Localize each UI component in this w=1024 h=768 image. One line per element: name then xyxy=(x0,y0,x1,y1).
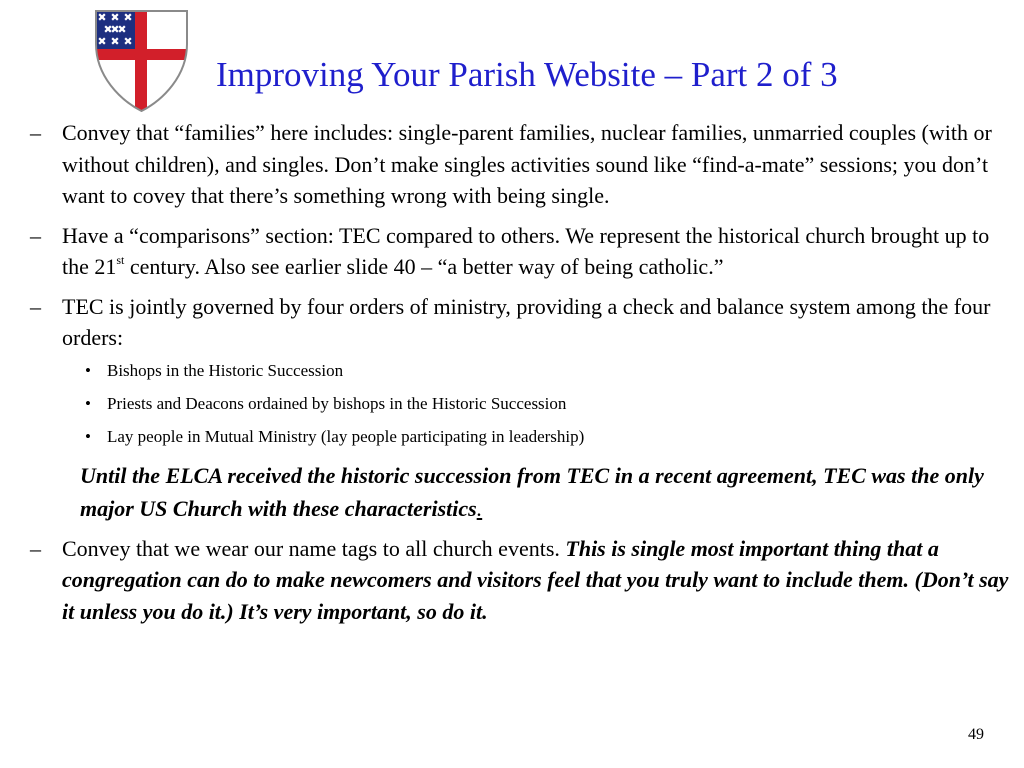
slide-body xyxy=(30,117,1020,635)
sub-bullet-item xyxy=(30,393,1020,415)
dash-marker: – xyxy=(30,222,41,248)
bullet-text: Have a “comparisons” section: TEC compared to others. We represent the historical church brought up to the 21 xyxy=(62,222,990,279)
bullet-item xyxy=(30,117,1020,212)
episcopal-shield-icon xyxy=(95,10,188,112)
dash-marker: – xyxy=(30,120,41,145)
slide-title: Improving Your Parish Website – Part 2 of 3 xyxy=(216,55,838,94)
sub-bullet-text: Bishops in the Historic Succession xyxy=(107,360,344,380)
bullet-item xyxy=(30,291,1020,354)
sub-bullet-text: Priests and Deacons ordained by bishops in the Historic Succession xyxy=(107,393,567,413)
bullet-dot: • xyxy=(85,360,91,380)
note-period: . xyxy=(476,495,483,521)
bullet-text: Convey that “families” here includes: single-parent families, nuclear families, unmarried couples (with or without children), and singles. Don’t make singles activities sound like “find-a-mate” sessions; you don’t want to covey that there’s something wrong with being single. xyxy=(62,120,992,208)
dash-marker: – xyxy=(30,293,41,319)
bullet-text-continued: century. Also see earlier slide 40 – “a better way of being catholic.” xyxy=(124,254,724,279)
bullet-emphasis-text: This is single most important thing that a congregation can do to make newcomers and visitors feel that you truly want to include them. (Don’t say it unless you do it.) It’s very important, so do it. xyxy=(62,535,1009,624)
page-number: 49 xyxy=(968,726,984,743)
bullet-text: Convey that we wear our name tags to all church events. xyxy=(62,535,566,561)
bullet-dot: • xyxy=(85,426,91,446)
dash-marker: – xyxy=(30,535,41,561)
bullet-dot: • xyxy=(85,393,91,413)
bullet-item xyxy=(30,220,1020,283)
superscript-text: st xyxy=(116,252,125,267)
bullet-item xyxy=(30,533,1020,628)
bullet-text: TEC is jointly governed by four orders of ministry, providing a check and balance system among the four orders: xyxy=(62,293,991,350)
note-text: Until the ELCA received the historic succession from TEC in a recent agreement, TEC was the only major US Church with these characteristics xyxy=(80,462,984,521)
sub-bullet-item xyxy=(30,426,1020,448)
sub-bullet-item xyxy=(30,360,1020,382)
sub-bullet-text: Lay people in Mutual Ministry (lay people participating in leadership) xyxy=(107,426,585,446)
emphasis-note xyxy=(30,459,1020,525)
